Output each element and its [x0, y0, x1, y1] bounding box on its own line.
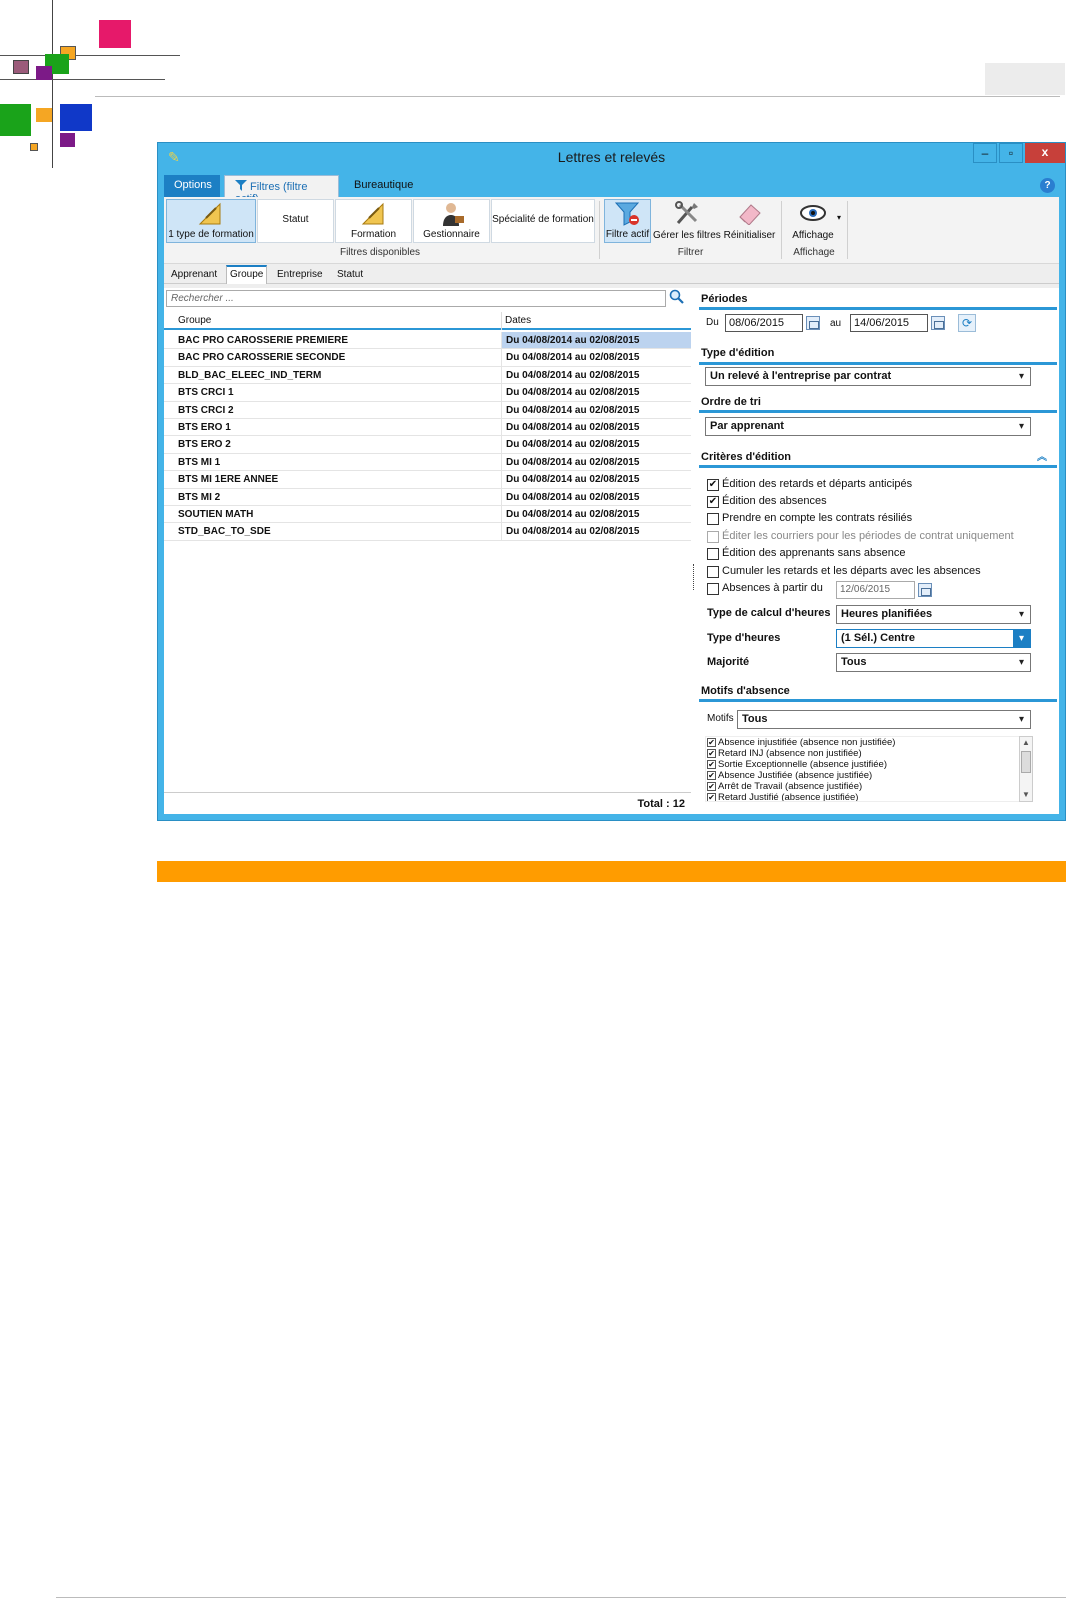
- decor-square-orange-small: [36, 108, 52, 122]
- app-window: [157, 142, 1066, 821]
- table-row[interactable]: [164, 367, 691, 384]
- checkbox-checked-icon[interactable]: ✔: [708, 771, 715, 780]
- checkbox-icon[interactable]: [707, 566, 719, 578]
- ordre-tri-select[interactable]: [705, 417, 1031, 436]
- tab-filtres-label: Filtres (filtre: [250, 181, 308, 193]
- groups-pane: [164, 288, 691, 814]
- grid-footer: [164, 792, 691, 814]
- dropdown-arrow-icon: ▾: [836, 213, 841, 222]
- table-row[interactable]: [164, 523, 691, 540]
- collapse-icon[interactable]: ︽: [1037, 452, 1047, 463]
- tools-icon: [674, 201, 700, 225]
- pane-splitter[interactable]: [693, 564, 695, 590]
- calendar-icon[interactable]: [806, 316, 820, 330]
- dates-cell: Du 04/08/2014 au 02/08/2015: [501, 454, 691, 470]
- decor-square-purple: [36, 66, 52, 80]
- type-calcul-value: Heures planifiées: [841, 608, 933, 620]
- list-item[interactable]: [706, 792, 1032, 802]
- groupe-cell: SOUTIEN MATH: [178, 508, 254, 520]
- column-dates[interactable]: Dates: [505, 315, 532, 326]
- criteria-label: Édition des retards et départs anticipés: [722, 478, 913, 490]
- ordre-tri-value: Par apprenant: [710, 420, 784, 432]
- decor-square-mauve: [13, 60, 29, 74]
- help-icon[interactable]: ?: [1040, 178, 1055, 193]
- title-bar[interactable]: [158, 143, 1065, 171]
- ribbon-tabs: [164, 173, 1059, 197]
- ribbon-separator: [599, 201, 600, 259]
- motifs-scrollbar[interactable]: [1019, 736, 1033, 802]
- group-filtrer: Filtrer: [677, 247, 704, 258]
- filtre-actif-label: Filtre actif: [605, 229, 650, 240]
- header-tab-shape: [985, 63, 1065, 95]
- groupe-cell: STD_BAC_TO_SDE: [178, 526, 271, 538]
- decor-square-green-large: [0, 104, 31, 136]
- dates-cell: Du 04/08/2014 au 02/08/2015: [501, 367, 691, 383]
- list-item[interactable]: [706, 770, 1032, 781]
- motif-label: Arrêt de Travail (absence justifiée): [718, 781, 863, 792]
- majorite-value: Tous: [841, 656, 867, 668]
- motifs-list: [705, 736, 1033, 802]
- dates-cell: Du 04/08/2014 au 02/08/2015: [501, 489, 691, 505]
- groupe-cell: BTS MI 2: [178, 491, 221, 503]
- type-heures-value: (1 Sél.) Centre: [841, 632, 915, 644]
- section-divider: [699, 410, 1057, 413]
- maximize-button[interactable]: ▫: [999, 143, 1023, 163]
- decor-square-pink: [99, 20, 131, 48]
- ruler-pencil-icon: [361, 202, 387, 226]
- dates-cell: Du 04/08/2014 au 02/08/2015: [501, 523, 691, 539]
- filtre-actif-button[interactable]: [604, 199, 651, 243]
- majorite-select[interactable]: [836, 653, 1031, 672]
- calendar-icon[interactable]: [918, 583, 932, 597]
- calendar-icon[interactable]: [931, 316, 945, 330]
- app-logo-icon: ✎: [168, 149, 180, 165]
- content-area: [164, 264, 1059, 814]
- table-row[interactable]: [164, 332, 691, 349]
- majorite-label: Majorité: [707, 656, 750, 668]
- checkbox-checked-icon[interactable]: ✔: [708, 738, 715, 747]
- dates-cell: Du 04/08/2014 au 02/08/2015: [501, 402, 691, 418]
- reinitialiser-label: Réinitialiser: [723, 230, 776, 241]
- chevron-down-icon: ▾: [1018, 609, 1025, 620]
- ribbon-separator: [781, 201, 782, 259]
- section-divider: [699, 362, 1057, 365]
- motif-label: Retard Justifié (absence justifiée): [718, 792, 859, 802]
- table-row[interactable]: [164, 384, 691, 401]
- subtab-statut[interactable]: Statut: [337, 269, 364, 280]
- chevron-down-icon: ▾: [1018, 657, 1025, 668]
- filter-gestionnaire-button[interactable]: [413, 199, 490, 243]
- subtabs: [164, 264, 1059, 284]
- motifs-value: Tous: [742, 713, 768, 725]
- reinitialiser-button[interactable]: [722, 199, 777, 243]
- table-row[interactable]: [164, 489, 691, 506]
- search-input[interactable]: Rechercher ...: [166, 290, 666, 307]
- criteria-label: Éditer les courriers pour les périodes de contrat uniquement: [722, 530, 1014, 542]
- scroll-down-icon[interactable]: ▼: [1022, 790, 1030, 799]
- dates-cell: Du 04/08/2014 au 02/08/2015: [501, 349, 691, 365]
- ribbon: [164, 197, 1059, 264]
- filter-formation-label: Formation: [350, 229, 396, 240]
- eraser-icon: [737, 201, 763, 225]
- checkbox-icon[interactable]: [707, 513, 719, 525]
- ruler-pencil-icon: [198, 202, 224, 226]
- periodes-title: Périodes: [701, 293, 748, 305]
- checkbox-checked-icon[interactable]: ✔: [708, 782, 715, 791]
- list-item[interactable]: [706, 759, 1032, 770]
- decor-square-purple-small: [60, 133, 75, 147]
- chevron-down-icon: ▾: [1018, 714, 1025, 725]
- groupe-cell: BTS ERO 1: [178, 421, 231, 433]
- dates-cell: Du 04/08/2014 au 02/08/2015: [501, 506, 691, 522]
- group-affichage: Affichage: [793, 247, 835, 258]
- section-divider: [699, 307, 1057, 310]
- criteria-label: Édition des apprenants sans absence: [722, 547, 906, 559]
- section-divider: [699, 699, 1057, 702]
- gerer-filtres-button[interactable]: [653, 199, 720, 243]
- list-item[interactable]: [706, 748, 1032, 759]
- checkbox-checked-icon[interactable]: ✔: [708, 760, 715, 769]
- total-count: Total : 12: [637, 798, 685, 810]
- motifs-select[interactable]: [737, 710, 1031, 729]
- checkbox-icon: [707, 531, 719, 543]
- funnel-icon: [235, 180, 247, 191]
- date-du-input[interactable]: 08/06/2015: [725, 314, 803, 332]
- tab-options[interactable]: Options: [164, 175, 220, 197]
- dates-cell: Du 04/08/2014 au 02/08/2015: [501, 471, 691, 487]
- type-heures-label: Type d'heures: [707, 632, 781, 644]
- motif-label: Absence injustifiée (absence non justifiée): [718, 737, 896, 748]
- table-row[interactable]: [164, 402, 691, 419]
- table-row[interactable]: [164, 506, 691, 523]
- filter-formation-button[interactable]: [335, 199, 412, 243]
- date-au-input[interactable]: 14/06/2015: [850, 314, 928, 332]
- list-item[interactable]: [706, 737, 1032, 748]
- column-separator: [501, 312, 502, 330]
- criteres-title: Critères d'édition: [701, 451, 792, 463]
- ordre-tri-title: Ordre de tri: [701, 396, 761, 408]
- grid-header: [164, 312, 691, 330]
- funnel-icon: [615, 202, 641, 226]
- groupe-cell: BTS ERO 2: [178, 439, 231, 451]
- dates-cell: Du 04/08/2014 au 02/08/2015: [501, 436, 691, 452]
- groupe-cell: BAC PRO CAROSSERIE SECONDE: [178, 352, 346, 364]
- criteria-label: Édition des absences: [722, 495, 827, 507]
- motif-label: Retard INJ (absence non justifiée): [718, 748, 862, 759]
- search-icon[interactable]: [669, 289, 685, 305]
- tab-filtres[interactable]: [224, 175, 339, 197]
- affichage-button[interactable]: [785, 199, 841, 243]
- footer-rule: [56, 1597, 1066, 1598]
- gerer-filtres-label: Gérer les filtres: [653, 230, 721, 241]
- decor-horizontal-line: [0, 79, 165, 80]
- scroll-thumb[interactable]: [1021, 751, 1031, 773]
- table-row[interactable]: [164, 419, 691, 436]
- criteria-label: Prendre en compte les contrats résiliés: [722, 512, 913, 524]
- decor-square-blue: [60, 104, 92, 131]
- type-edition-value: Un relevé à l'entreprise par contrat: [710, 370, 892, 382]
- manager-icon: [439, 202, 465, 226]
- groupe-cell: BAC PRO CAROSSERIE PREMIERE: [178, 335, 349, 346]
- motif-label: Sortie Exceptionnelle (absence justifiée): [718, 759, 887, 770]
- decor-square-orange-tiny: [30, 143, 38, 151]
- checkbox-icon[interactable]: [707, 548, 719, 560]
- criteria-label: Cumuler les retards et les départs avec les absences: [722, 565, 981, 577]
- filter-gestionnaire-label: Gestionnaire: [423, 229, 480, 240]
- decor-vertical-line: [52, 0, 53, 168]
- orange-band: [157, 861, 1066, 882]
- header-rule: [95, 96, 1060, 97]
- motifs-label: Motifs: [707, 713, 734, 724]
- type-heures-select[interactable]: [836, 629, 1031, 648]
- column-groupe[interactable]: Groupe: [178, 315, 212, 326]
- close-button[interactable]: x: [1025, 143, 1065, 163]
- window-title: Lettres et relevés: [557, 149, 666, 165]
- eye-icon: [800, 201, 826, 225]
- groupe-cell: BTS CRCI 2: [178, 404, 234, 416]
- scroll-up-icon[interactable]: ▲: [1022, 738, 1030, 747]
- absences-date-input[interactable]: 12/06/2015: [836, 581, 915, 599]
- type-calcul-label: Type de calcul d'heures: [707, 607, 831, 619]
- tab-bureautique[interactable]: Bureautique: [354, 179, 414, 191]
- affichage-label: Affichage: [792, 230, 834, 241]
- subtab-groupe[interactable]: Groupe: [226, 265, 267, 285]
- au-label: au: [830, 318, 842, 329]
- type-calcul-select[interactable]: [836, 605, 1031, 624]
- list-item[interactable]: [706, 781, 1032, 792]
- table-row[interactable]: [164, 436, 691, 453]
- groups-grid: [164, 332, 691, 541]
- filter-type-formation-button[interactable]: [166, 199, 256, 243]
- refresh-periode-icon[interactable]: ⟳: [958, 314, 976, 332]
- dates-cell: Du 04/08/2014 au 02/08/2015: [501, 332, 691, 348]
- table-row[interactable]: [164, 471, 691, 488]
- group-filtres-disponibles: Filtres disponibles: [339, 247, 421, 258]
- section-divider: [699, 465, 1057, 468]
- chevron-down-icon: ▾: [1018, 371, 1025, 382]
- minimize-button[interactable]: ‒: [973, 143, 997, 163]
- chevron-down-icon: ▾: [1013, 630, 1030, 647]
- options-pane: [697, 288, 1059, 814]
- checkbox-checked-icon[interactable]: ✔: [708, 496, 718, 507]
- motif-label: Absence Justifiée (absence justifiée): [718, 770, 873, 781]
- groupe-cell: BTS MI 1: [178, 456, 221, 468]
- groupe-cell: BTS CRCI 1: [178, 387, 234, 399]
- criteria-label: Absences à partir du: [722, 582, 823, 594]
- filter-statut-button[interactable]: [257, 199, 334, 243]
- type-edition-title: Type d'édition: [701, 347, 775, 359]
- table-row[interactable]: [164, 349, 691, 366]
- checkbox-checked-icon[interactable]: ✔: [708, 479, 718, 490]
- subtab-entreprise[interactable]: Entreprise: [277, 269, 323, 280]
- type-edition-select[interactable]: [705, 367, 1031, 386]
- filter-specialite-label: Spécialité de formation: [492, 214, 594, 225]
- motifs-title: Motifs d'absence: [701, 685, 790, 697]
- du-label: Du: [706, 317, 719, 328]
- decor-horizontal-line: [0, 55, 180, 56]
- groupe-cell: BTS MI 1ERE ANNEE: [178, 474, 279, 486]
- subtab-apprenant[interactable]: Apprenant: [171, 269, 218, 280]
- chevron-down-icon: ▾: [1018, 421, 1025, 432]
- filter-type-formation-label: 1 type de formation: [168, 229, 254, 240]
- ribbon-separator: [847, 201, 848, 259]
- checkbox-checked-icon[interactable]: ✔: [708, 749, 715, 758]
- dates-cell: Du 04/08/2014 au 02/08/2015: [501, 419, 691, 435]
- checkbox-checked-icon[interactable]: ✔: [708, 793, 715, 802]
- filter-statut-label: Statut: [282, 214, 309, 225]
- dates-cell: Du 04/08/2014 au 02/08/2015: [501, 384, 691, 400]
- table-row[interactable]: [164, 454, 691, 471]
- filter-specialite-button[interactable]: [491, 199, 595, 243]
- groupe-cell: BLD_BAC_ELEEC_IND_TERM: [178, 369, 322, 381]
- checkbox-icon[interactable]: [707, 583, 719, 595]
